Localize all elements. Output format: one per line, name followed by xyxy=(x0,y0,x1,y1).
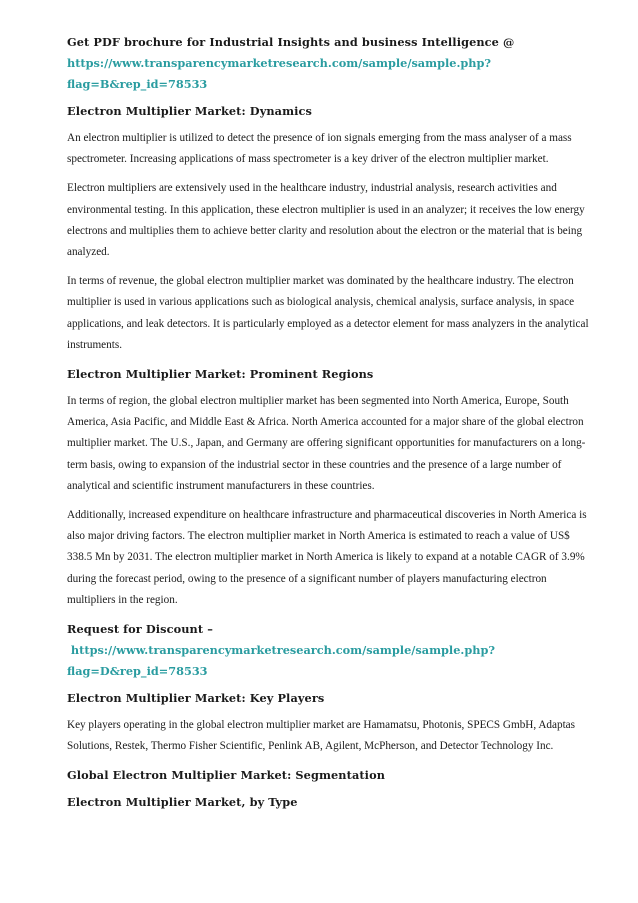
document-page xyxy=(67,32,597,819)
brochure-label: Get PDF brochure for Industrial Insights and business Intelligence @ xyxy=(67,35,515,49)
brochure-link-line2[interactable]: flag=B&rep_id=78533 xyxy=(67,77,208,91)
brochure-link-line1[interactable]: https://www.transparencymarketresearch.com/sample/sample.php? xyxy=(67,56,492,70)
players-heading: Electron Multiplier Market: Key Players xyxy=(67,691,325,706)
players-paragraph-1: Key players operating in the global electron multiplier market are Hamamatsu, Photonis, SPECS GmbH, Adaptas Solutions, Restek, Thermo Fisher Scientific, Penlink AB, Agilent, McPherson, and Detector Technology Inc. xyxy=(67,719,575,753)
discount-block xyxy=(67,619,597,682)
regions-paragraph-2: Additionally, increased expenditure on healthcare infrastructure and pharmaceutical discoveries in North America is also major driving factors. The electron multiplier market in North America is estimated to reach a value of US$ 338.5 Mn by 2031. The electron multiplier market in North America is likely to expand at a notable CAGR of 3.9% during the forecast period, owing to the presence of a significant number of players manufacturing electron multipliers in the region. xyxy=(67,509,587,606)
discount-label: Request for Discount – xyxy=(67,622,213,637)
regions-paragraph-1: In terms of region, the global electron multiplier market has been segmented into North America, Europe, South America, Asia Pacific, and Middle East & Africa. North America accounted for a major share of the global electron multiplier market. The U.S., Japan, and Germany are offering significant opportunities for manufacturers on a long-term basis, owing to expansion of the industrial sector in these countries and the presence of a large number of analytical and scientific instrument manufacturers in these countries. xyxy=(67,395,586,492)
dynamics-paragraph-3: In terms of revenue, the global electron multiplier market was dominated by the healthcare industry. The electron multiplier is used in various applications such as biological analysis, chemical analysis, surface analysis, in space applications, and leak detectors. It is particularly employed as a detector element for mass analyzers in the analytical instruments. xyxy=(67,275,589,351)
segmentation-subheading: Electron Multiplier Market, by Type xyxy=(67,795,298,810)
dynamics-paragraph-1: An electron multiplier is utilized to detect the presence of ion signals emerging from the mass analyser of a mass spectrometer. Increasing applications of mass spectrometer is a key driver of the electron multiplier market. xyxy=(67,132,572,166)
brochure-block xyxy=(67,32,597,95)
discount-link-line2[interactable]: flag=D&rep_id=78533 xyxy=(67,664,208,679)
dynamics-paragraph-2: Electron multipliers are extensively used in the healthcare industry, industrial analysis, research activities and environmental testing. In this application, these electron multiplier is used in an analyzer; it receives the low energy electrons and multiplies them to achieve better clarity and resolution about the electron or the material that is being analyzed. xyxy=(67,182,585,259)
discount-link-line1[interactable]: https://www.transparencymarketresearch.com/sample/sample.php? xyxy=(67,643,495,658)
regions-heading: Electron Multiplier Market: Prominent Regions xyxy=(67,367,374,382)
dynamics-heading: Electron Multiplier Market: Dynamics xyxy=(67,104,312,118)
segmentation-heading: Global Electron Multiplier Market: Segmentation xyxy=(67,768,386,783)
